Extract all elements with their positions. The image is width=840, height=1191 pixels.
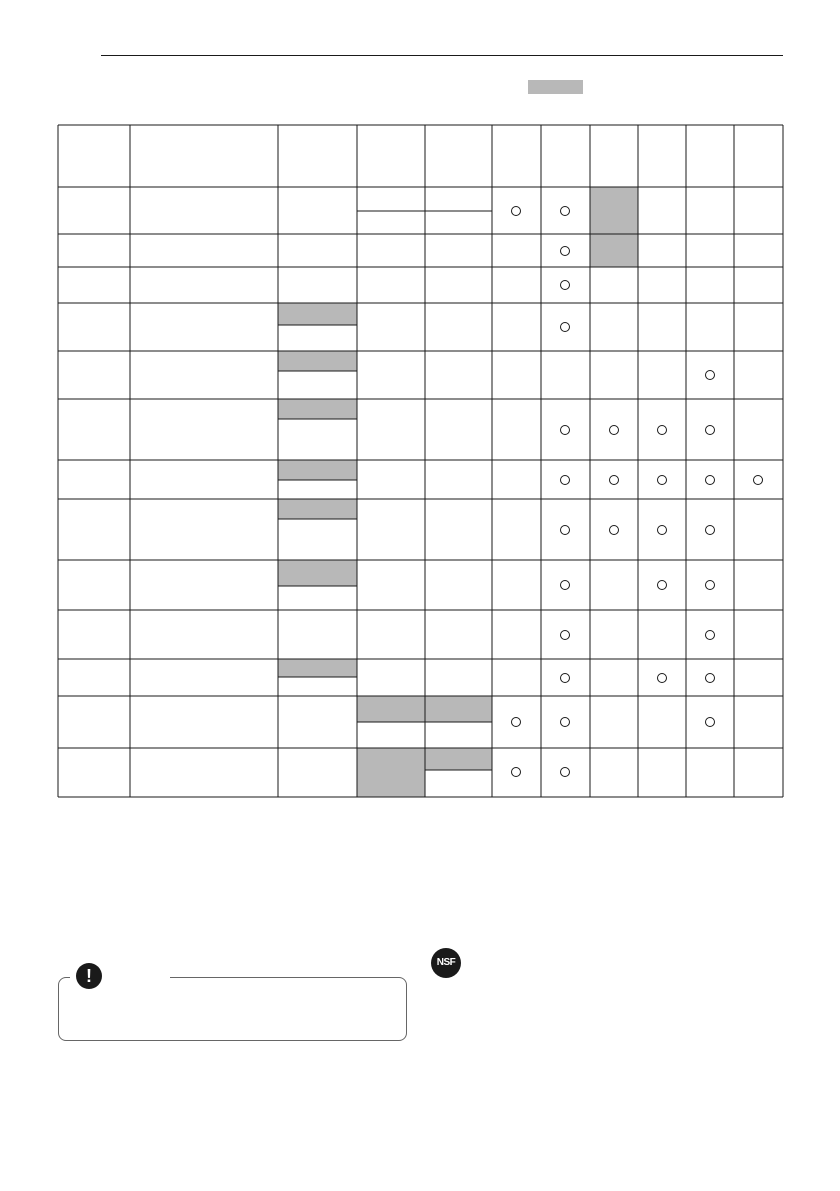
shaded-cell — [278, 399, 357, 419]
circle-mark — [560, 673, 570, 683]
shaded-cell — [278, 499, 357, 519]
circle-mark — [705, 717, 715, 727]
circle-mark — [560, 717, 570, 727]
circle-mark — [560, 630, 570, 640]
shaded-cell — [278, 560, 357, 586]
circle-mark — [657, 425, 667, 435]
circle-mark — [609, 525, 619, 535]
circle-mark — [560, 580, 570, 590]
exclamation-icon: ! — [76, 963, 102, 989]
circle-mark — [511, 717, 521, 727]
circle-mark — [560, 206, 570, 216]
circle-mark — [560, 425, 570, 435]
circle-mark — [705, 370, 715, 380]
shaded-cell — [357, 748, 425, 797]
circle-mark — [705, 475, 715, 485]
circle-mark — [705, 525, 715, 535]
circle-mark — [705, 425, 715, 435]
note-box — [58, 977, 407, 1041]
circle-mark — [705, 630, 715, 640]
shaded-cell — [278, 460, 357, 480]
circle-mark — [511, 206, 521, 216]
circle-mark — [560, 322, 570, 332]
circle-mark — [560, 475, 570, 485]
circle-mark — [560, 525, 570, 535]
circle-mark — [657, 673, 667, 683]
circle-mark — [657, 475, 667, 485]
circle-mark — [560, 767, 570, 777]
nsf-logo: NSF — [431, 948, 461, 978]
circle-mark — [657, 580, 667, 590]
circle-mark — [705, 673, 715, 683]
shaded-cell — [590, 187, 638, 267]
circle-mark — [511, 767, 521, 777]
circle-mark — [657, 525, 667, 535]
circle-mark — [705, 580, 715, 590]
shaded-cell — [278, 303, 357, 325]
circle-mark — [560, 246, 570, 256]
circle-mark — [609, 425, 619, 435]
shaded-cell — [278, 659, 357, 677]
shaded-cell — [278, 351, 357, 371]
circle-mark — [609, 475, 619, 485]
circle-mark — [753, 475, 763, 485]
shaded-cell — [425, 748, 492, 770]
circle-mark — [560, 280, 570, 290]
